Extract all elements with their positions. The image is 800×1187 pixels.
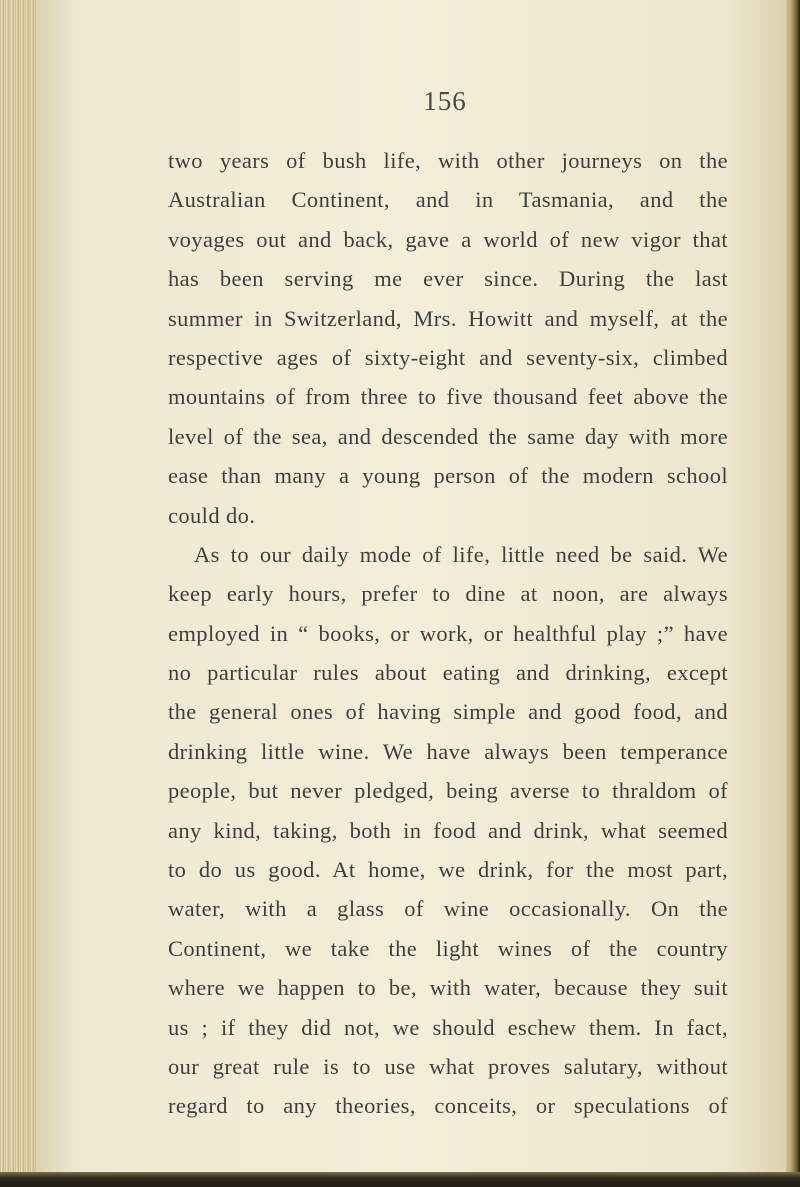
page-edge-right	[786, 0, 800, 1187]
text-line: water, with a glass of wine occasionally. On the	[168, 896, 728, 922]
text-line: no particular rules about eating and drinking, except	[168, 660, 728, 686]
body-text	[168, 141, 728, 1126]
text-line: two years of bush life, with other journeys on the	[168, 148, 728, 173]
text-line: Continent, we take the light wines of the country	[168, 935, 728, 961]
text-line: regard to any theories, conceits, or speculations of	[168, 1093, 728, 1119]
text-line: people, but never pledged, being averse to thraldom of	[168, 778, 728, 804]
text-line: ease than many a young person of the modern school	[168, 463, 728, 489]
text-line: keep early hours, prefer to dine at noon, are always	[168, 581, 728, 607]
text-line: voyages out and back, gave a world of new vigor that	[168, 226, 728, 252]
text-line-paragraph-start: As to our daily mode of life, little need be said. We	[194, 541, 728, 567]
text-line: has been serving me ever since. During the last	[168, 266, 728, 292]
text-line: drinking little wine. We have always been temperance	[168, 738, 728, 764]
text-line: employed in “ books, or work, or healthful play ;” have	[168, 620, 728, 646]
text-line: where we happen to be, with water, because they suit	[168, 975, 728, 1001]
page-number: 156	[423, 86, 467, 116]
text-line: our great rule is to use what proves salutary, without	[168, 1053, 728, 1079]
text-line: us ; if they did not, we should eschew them. In fact,	[168, 1014, 728, 1040]
text-line: to do us good. At home, we drink, for the most part,	[168, 857, 728, 883]
text-line: Australian Continent, and in Tasmania, and the	[168, 187, 728, 213]
text-line: mountains of from three to five thousand feet above the	[168, 384, 728, 410]
text-line: the general ones of having simple and good food, and	[168, 699, 728, 725]
text-line: any kind, taking, both in food and drink, what seemed	[168, 817, 728, 843]
text-line: respective ages of sixty-eight and seventy-six, climbed	[168, 344, 728, 370]
book-binding	[0, 0, 36, 1187]
text-line: summer in Switzerland, Mrs. Howitt and myself, at the	[168, 305, 728, 331]
text-line-paragraph-end: could do.	[168, 502, 256, 528]
page-edge-bottom	[0, 1172, 800, 1187]
text-line: level of the sea, and descended the same day with more	[168, 423, 728, 449]
